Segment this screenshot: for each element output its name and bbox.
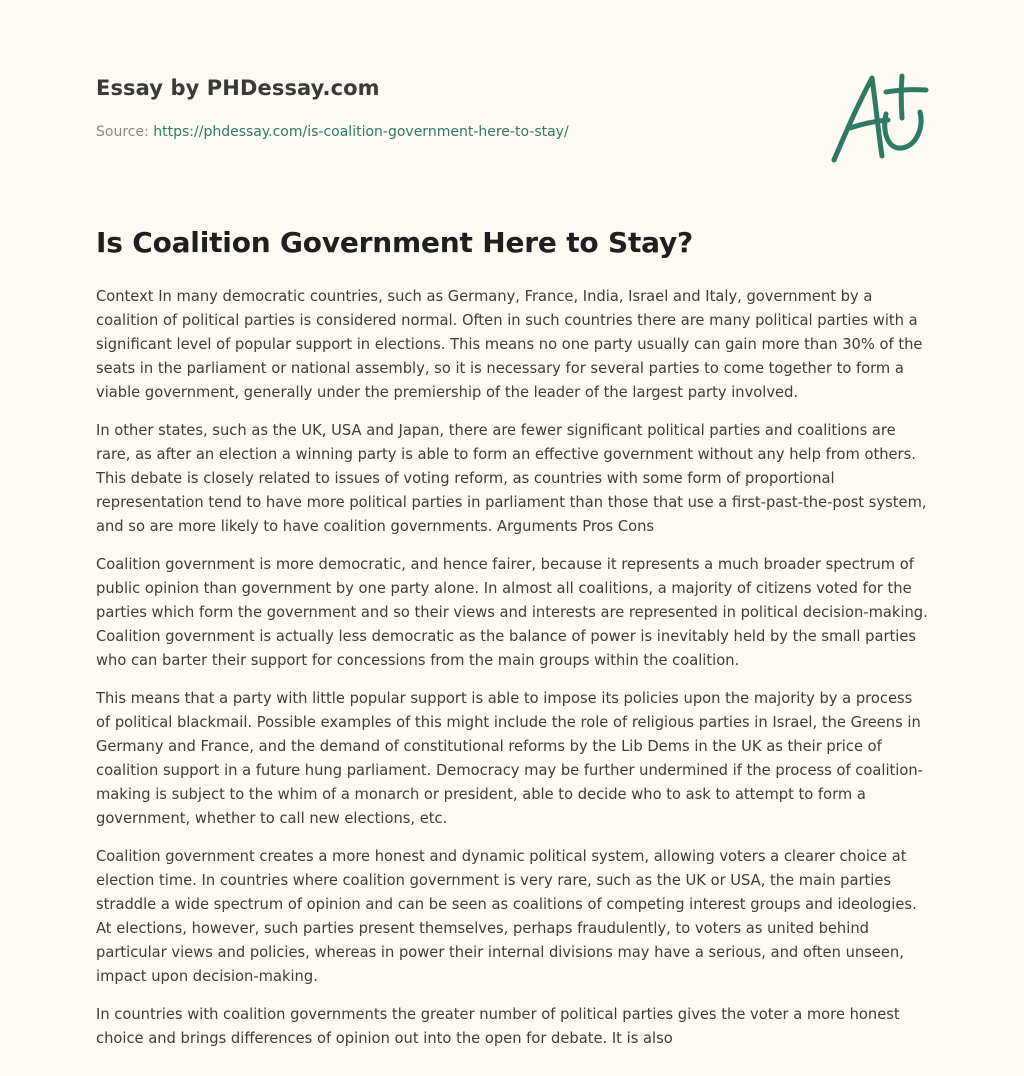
source-line (96, 124, 569, 140)
essay-paragraph: Context In many democratic countries, such as Germany, France, India, Israel and Italy, government by a coalition of political parties is considered normal. Often in such countries there are many political parties with a significant level of popular support in elections. This means no one party usually can gain more than 30% of the seats in the parliament or national assembly, so it is necessary for several parties to come together to form a viable government, generally under the premiership of the leader of the largest party involved. (96, 288, 923, 401)
essay-paragraph: In other states, such as the UK, USA and Japan, there are fewer significant political parties and coalitions are rare, as after an election a winning party is able to form an effective government without any help from others. This debate is closely related to issues of voting reform, as countries with some form of proportional representation tend to have more political parties in parliament than those that use a first-past-the-post system, and so are more likely to have coalition governments. Arguments Pros Cons (96, 422, 927, 535)
essay-paragraph: This means that a party with little popular support is able to impose its policies upon the majority by a process of political blackmail. Possible examples of this might include the role of religious parties in Israel, the Greens in Germany and France, and the demand of constitutional reforms by the Lib Dems in the UK as their price of coalition support in a future hung parliament. Democracy may be further undermined if the process of coalition-making is subject to the whim of a monarch or president, able to decide who to ask to attempt to form a government, whether to call new elections, etc. (96, 690, 923, 827)
essay-paragraph: Coalition government is more democratic, and hence fairer, because it represents a much broader spectrum of public opinion than government by one party alone. In almost all coalitions, a majority of citizens voted for the parties which form the government and so their views and interests are represented in political decision-making. Coalition government is actually less democratic as the balance of power is inevitably held by the small parties who can barter their support for concessions from the main groups within the coalition. (96, 556, 928, 669)
source-label: Source: (96, 124, 154, 140)
essay-title: Is Coalition Government Here to Stay? (96, 226, 694, 259)
essay-body (96, 285, 930, 1065)
a-plus-grade-icon (828, 66, 932, 166)
source-link[interactable]: https://phdessay.com/is-coalition-government-here-to-stay/ (153, 124, 569, 140)
page-header (96, 0, 928, 190)
essay-paragraph: Coalition government creates a more honest and dynamic political system, allowing voters a clearer choice at election time. In countries where coalition government is very rare, such as the UK or USA, the main parties straddle a wide spectrum of opinion and can be seen as coalitions of competing interest groups and ideologies. At elections, however, such parties present themselves, perhaps fraudulently, to voters as united behind particular views and policies, whereas in power their internal divisions may have a serious, and often unseen, impact upon decision-making. (96, 848, 917, 985)
brand-title: Essay by PHDessay.com (96, 76, 380, 100)
essay-paragraph: In countries with coalition governments the greater number of political parties gives the voter a more honest choice and brings differences of opinion out into the open for debate. It is also (96, 1006, 900, 1047)
